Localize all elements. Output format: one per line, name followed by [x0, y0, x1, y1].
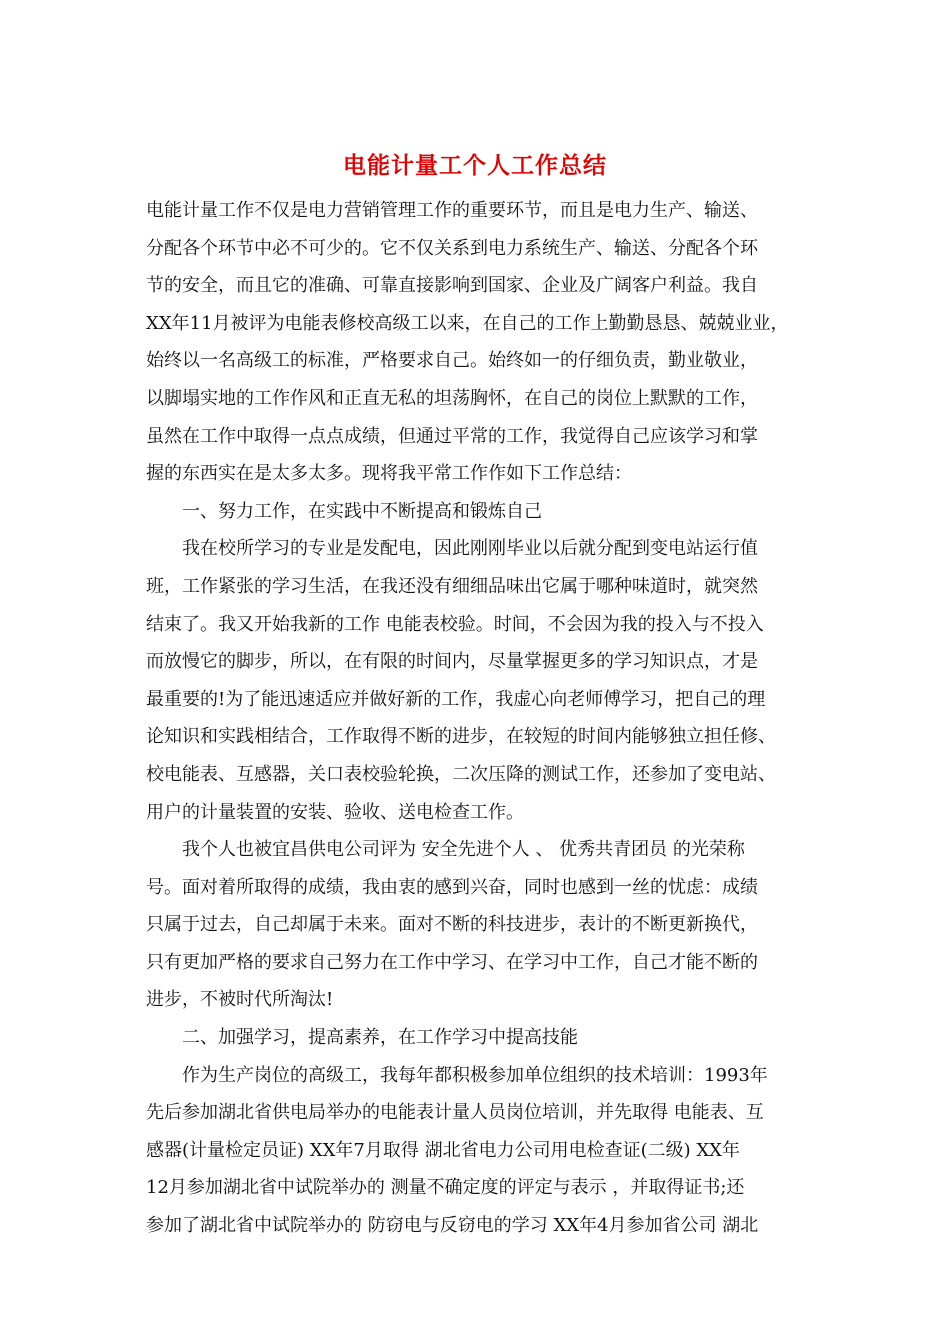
text-line: 12月参加湖北省中试院举办的 测量不确定度的评定与表示 ，并取得证书;还 — [146, 1177, 745, 1199]
text-line: 虽然在工作中取得一点点成绩，但通过平常的工作，我觉得自己应该学习和掌 — [146, 425, 758, 447]
text-line: 以脚塌实地的工作作风和正直无私的坦荡胸怀，在自己的岗位上默默的工作， — [146, 387, 758, 409]
text-line: 作为生产岗位的高级工，我每年都积极参加单位组织的技术培训：1993年 — [182, 1064, 768, 1086]
text-line: 我个人也被宜昌供电公司评为 安全先进个人 、 优秀共青团员 的光荣称 — [182, 839, 745, 861]
text-line: 用户的计量装置的安装、验收、送电检查工作。 — [146, 801, 524, 823]
text-line: 分配各个环节中必不可少的。它不仅关系到电力系统生产、输送、分配各个环 — [146, 237, 758, 259]
text-line: 节的安全，而且它的准确、可靠直接影响到国家、企业及广阔客户利益。我自 — [146, 275, 758, 297]
text-line: 我在校所学习的专业是发配电，因此刚刚毕业以后就分配到变电站运行值 — [182, 538, 758, 560]
text-line: 校电能表、互感器，关口表校验轮换，二次压降的测试工作，还参加了变电站、 — [146, 763, 776, 785]
text-line: 感器(计量检定员证) XX年7月取得 湖北省电力公司用电检查证(二级) XX年 — [146, 1139, 740, 1161]
text-line: 班，工作紧张的学习生活，在我还没有细细品味出它属于哪种味道时，就突然 — [146, 575, 758, 597]
text-line: 而放慢它的脚步，所以，在有限的时间内，尽量掌握更多的学习知识点，才是 — [146, 651, 758, 673]
text-line: 一、努力工作，在实践中不断提高和锻炼自己 — [182, 500, 542, 522]
text-line: 只有更加严格的要求自己努力在工作中学习、在学习中工作，自己才能不断的 — [146, 951, 758, 973]
text-line: 只属于过去，自己却属于未来。面对不断的科技进步，表计的不断更新换代， — [146, 914, 758, 936]
document-body — [146, 192, 826, 1245]
document-title: 电能计量工个人工作总结 — [343, 153, 607, 179]
text-line: 论知识和实践相结合，工作取得不断的进步，在较短的时间内能够独立担任修、 — [146, 726, 776, 748]
text-line: 电能计量工作不仅是电力营销管理工作的重要环节，而且是电力生产、输送、 — [146, 200, 758, 221]
text-line: 最重要的!为了能迅速适应并做好新的工作，我虚心向老师傅学习，把自己的理 — [146, 688, 766, 710]
text-line: 始终以一名高级工的标准，严格要求自己。始终如一的仔细负责，勤业敬业， — [146, 350, 758, 372]
text-line: 二、加强学习，提高素养，在工作学习中提高技能 — [182, 1027, 578, 1049]
text-line: 进步，不被时代所淘汰! — [146, 989, 334, 1011]
text-line: XX年11月被评为电能表修校高级工以来，在自己的工作上勤勤恳恳、兢兢业业， — [146, 312, 789, 334]
text-line: 握的东西实在是太多太多。现将我平常工作作如下工作总结： — [146, 463, 632, 485]
text-line: 参加了湖北省中试院举办的 防窃电与反窃电的学习 XX年4月参加省公司 湖北 — [146, 1215, 759, 1237]
text-line: 先后参加湖北省供电局举办的电能表计量人员岗位培训，并先取得 电能表、互 — [146, 1102, 764, 1124]
text-line: 号。面对着所取得的成绩，我由衷的感到兴奋，同时也感到一丝的忧虑：成绩 — [146, 876, 758, 898]
text-line: 结束了。我又开始我新的工作 电能表校验。时间，不会因为我的投入与不投入 — [146, 613, 764, 635]
